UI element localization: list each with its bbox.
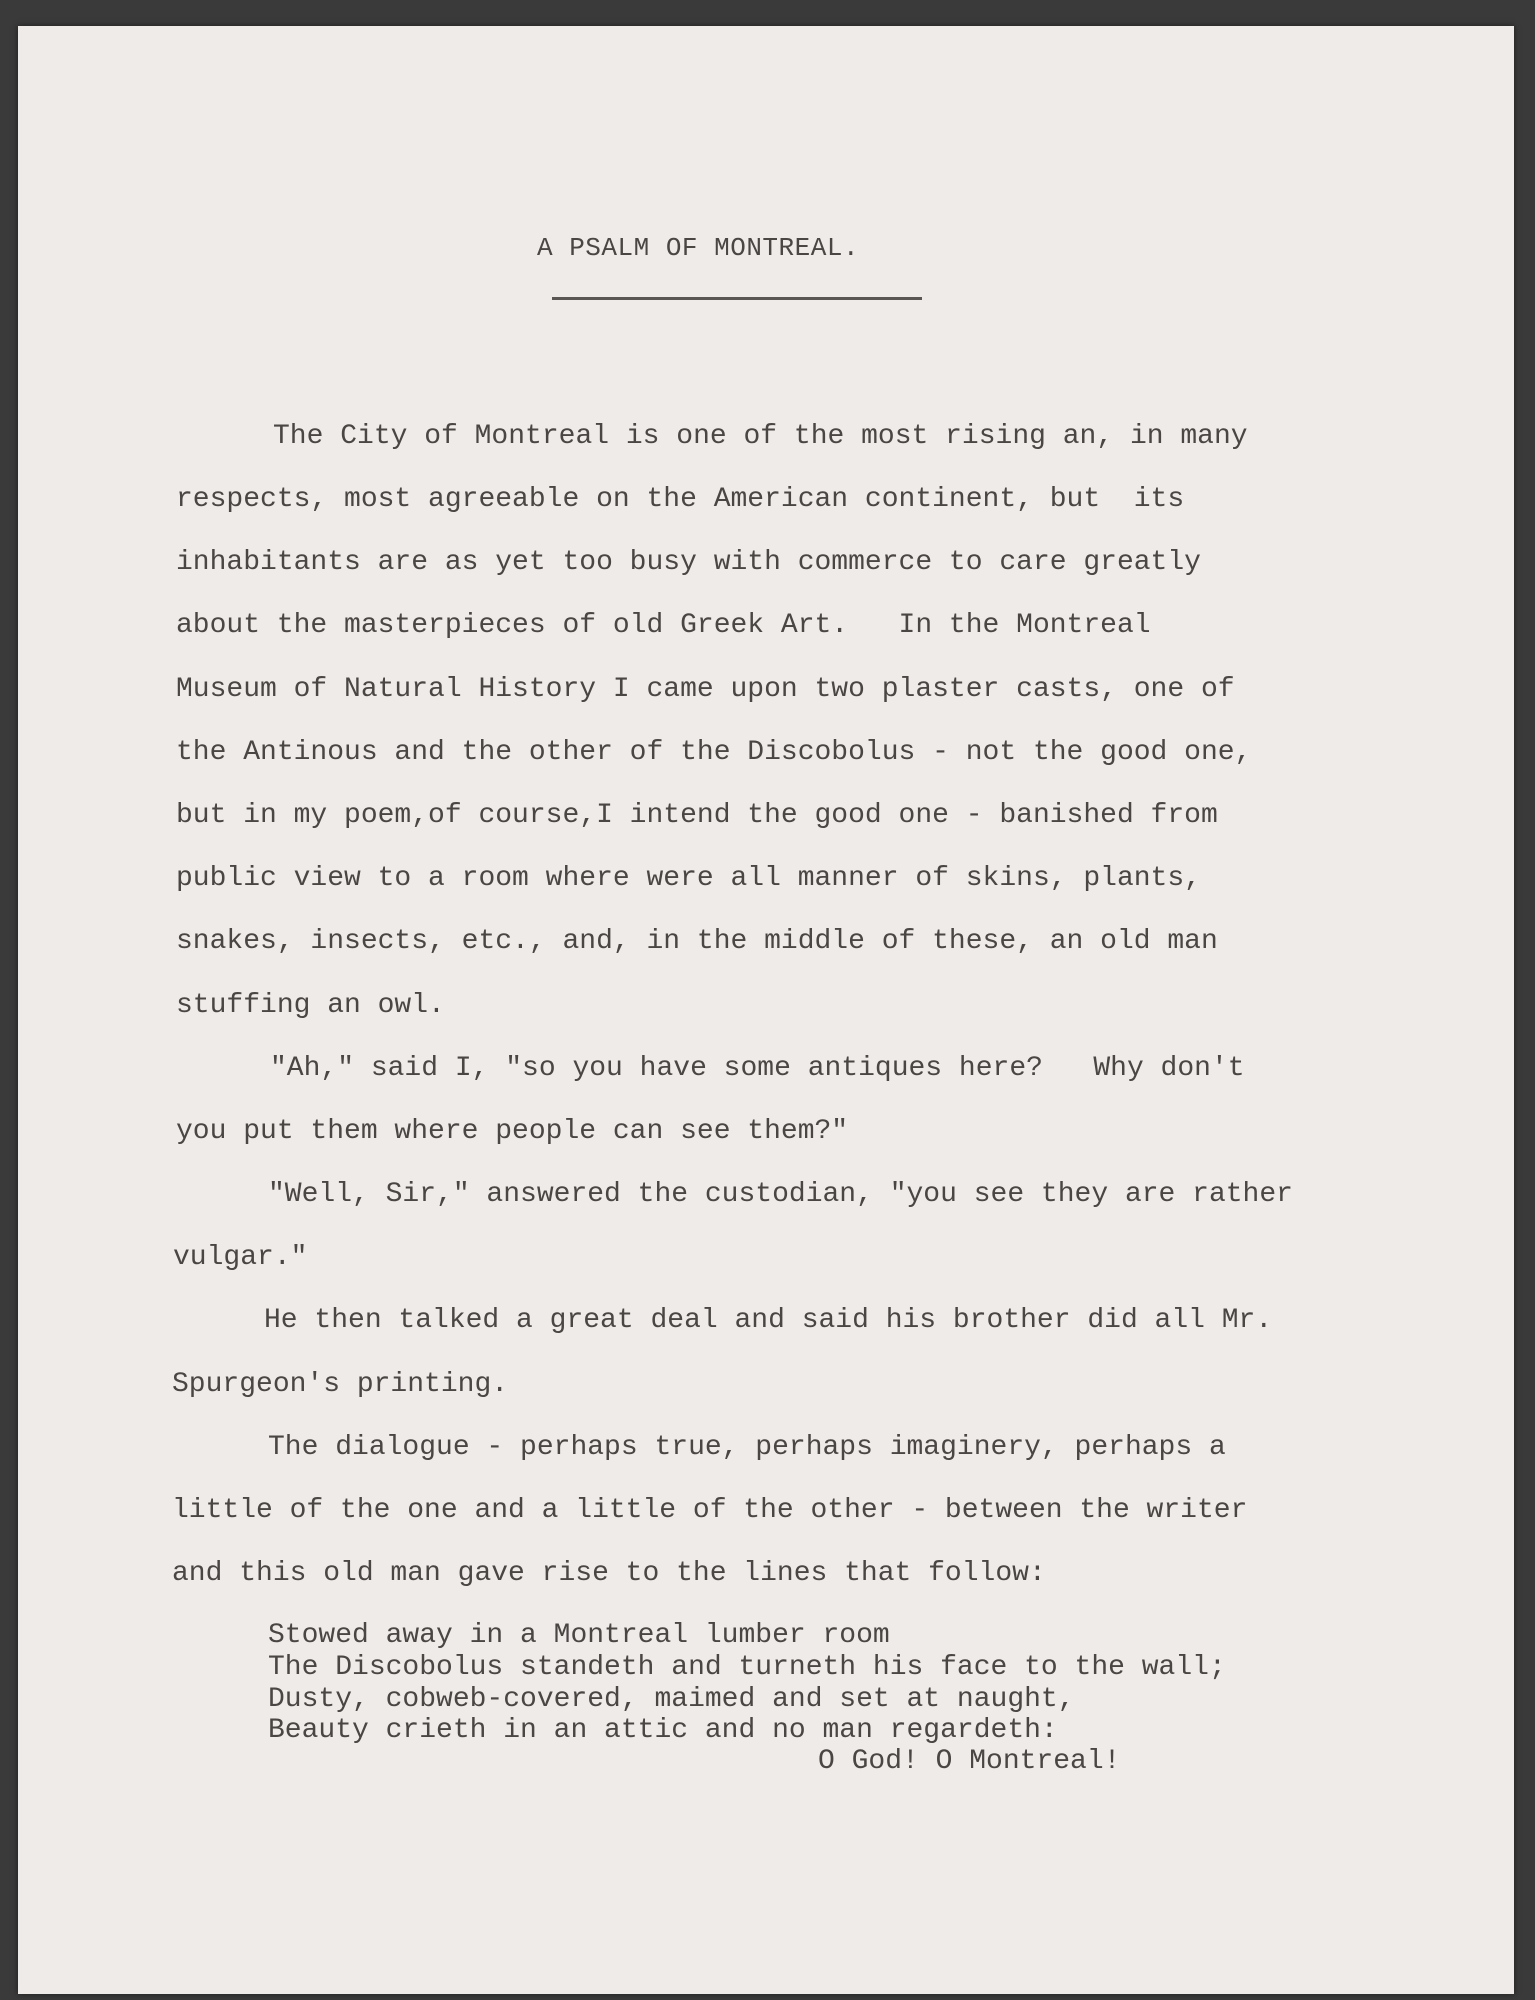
prose-line: little of the one and a little of the other - between the writer [172,1495,1248,1526]
poem-line: Stowed away in a Montreal lumber room [268,1620,890,1651]
prose-line: the Antinous and the other of the Discobolus - not the good one, [176,737,1252,768]
prose-line: "Well, Sir," answered the custodian, "you see they are rather [268,1179,1293,1210]
prose-line: "Ah," said I, "so you have some antiques here? Why don't [270,1053,1245,1084]
prose-line: vulgar." [173,1242,308,1273]
prose-line: and this old man gave rise to the lines that follow: [172,1558,1046,1589]
prose-line: The City of Montreal is one of the most rising an, in many [273,421,1248,452]
prose-line: He then talked a great deal and said his brother did all Mr. [264,1305,1273,1336]
prose-line: Museum of Natural History I came upon two plaster casts, one of [176,674,1235,705]
prose-line: The dialogue - perhaps true, perhaps imaginery, perhaps a [268,1432,1226,1463]
prose-line: snakes, insects, etc., and, in the middle of these, an old man [176,926,1218,957]
typed-page [18,26,1514,1994]
prose-line: Spurgeon's printing. [172,1369,509,1400]
prose-line: public view to a room where were all manner of skins, plants, [176,863,1201,894]
poem-line: Dusty, cobweb-covered, maimed and set at naught, [268,1684,1075,1715]
prose-line: you put them where people can see them?" [176,1116,849,1147]
prose-line: inhabitants are as yet too busy with commerce to care greatly [176,547,1201,578]
title-underline [552,297,922,300]
page-title: A PSALM OF MONTREAL. [537,233,860,263]
poem-line: The Discobolus standeth and turneth his face to the wall; [268,1652,1226,1683]
prose-line: but in my poem,of course,I intend the good one - banished from [176,800,1218,831]
prose-line: about the masterpieces of old Greek Art. In the Montreal [176,610,1151,641]
prose-line: stuffing an owl. [176,990,445,1021]
prose-line: respects, most agreeable on the American continent, but its [176,484,1185,515]
poem-line: O God! O Montreal! [818,1746,1121,1777]
poem-line: Beauty crieth in an attic and no man regardeth: [268,1715,1058,1746]
